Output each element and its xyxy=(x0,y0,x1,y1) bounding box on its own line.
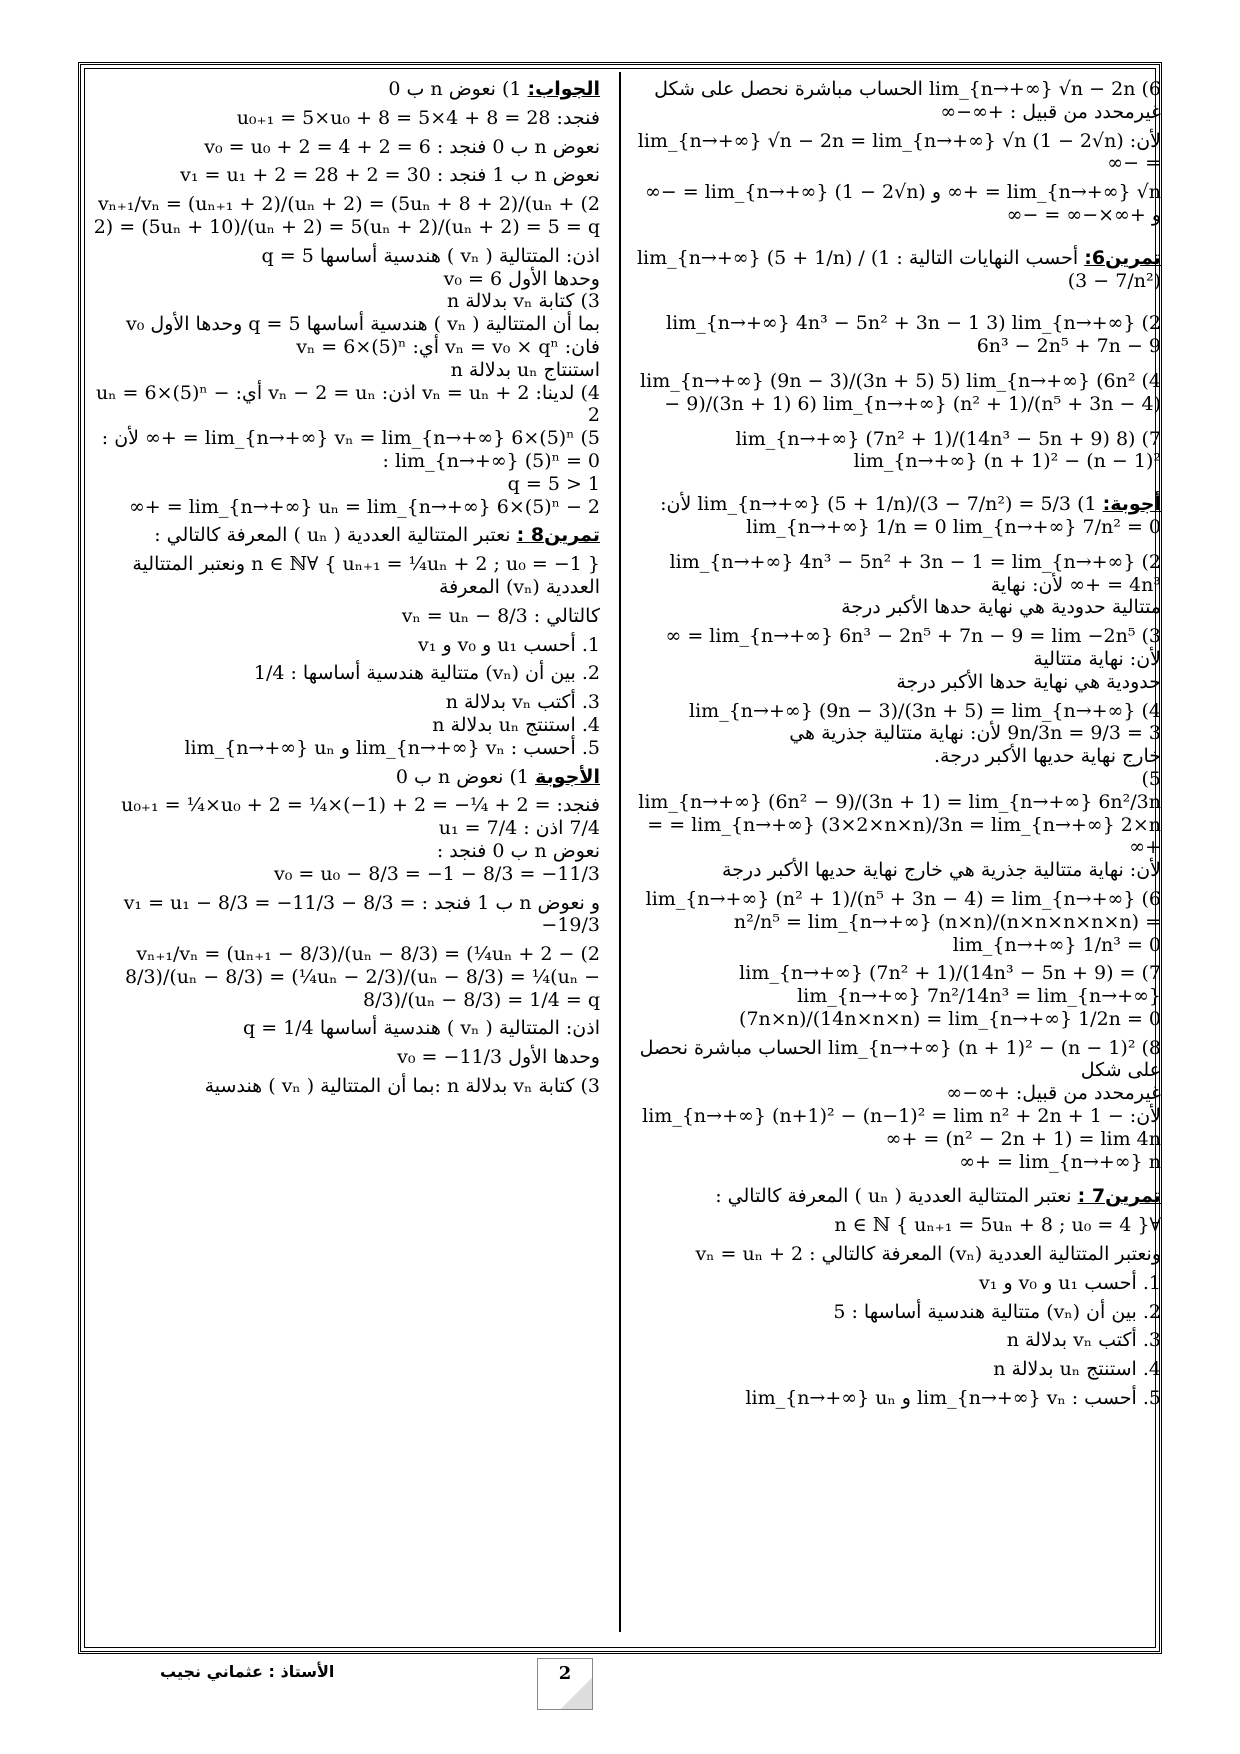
answer-line: 2) vₙ₊₁/vₙ = (uₙ₊₁ + 2)/(uₙ + 2) = (5uₙ + 8 + 2)/(uₙ + 2) = (5uₙ + 10)/(uₙ + 2) = 5(uₙ + 2)/(uₙ + 2) = 5 = q xyxy=(93,193,600,238)
answer-8c: لأن: lim_{n→+∞} (n+1)² − (n−1)² = lim n² + 2n + 1 − (n² − 2n + 1) = lim 4n = +∞ xyxy=(642,1105,1161,1150)
answer-line: وحدها الأول v₀ = 6 xyxy=(443,267,600,290)
answer-2b: متتالية حدودية هي نهاية حدها الأكبر درجة xyxy=(841,596,1161,619)
answer-4a: 4) lim_{n→+∞} (9n − 3)/(3n + 5) = lim_{n→+∞} 9n/3n = 9/3 = 3 لأن: نهاية متتالية جذرية هي xyxy=(689,699,1161,745)
exercise-8-question: 3. أكتب vₙ بدلالة n xyxy=(445,691,600,714)
column-divider xyxy=(619,72,621,1632)
exercise-7-question: 3. أكتب vₙ بدلالة n xyxy=(1006,1329,1161,1352)
page-number: 2 xyxy=(537,1658,593,1710)
exercise-6-item: 7) lim_{n→+∞} (7n² + 1)/(14n³ − 5n + 9) 8) lim_{n→+∞} (n + 1)² − (n − 1)² xyxy=(735,427,1161,473)
exercise-8-question: 5. أحسب : lim_{n→+∞} vₙ و lim_{n→+∞} uₙ xyxy=(184,736,600,759)
exercise-7-question: 5. أحسب : lim_{n→+∞} vₙ و lim_{n→+∞} uₙ xyxy=(745,1387,1161,1410)
answer-line: 1) نعوض n ب 0 xyxy=(388,78,522,100)
exercise-6-item: 4) lim_{n→+∞} (9n − 3)/(3n + 5) 5) lim_{n→+∞} (6n² − 9)/(3n + 1) 6) lim_{n→+∞} (n² + 1)/(n⁵ + 3n − 4) xyxy=(640,369,1161,415)
ex6-because: لأن: lim_{n→+∞} √n − 2n = lim_{n→+∞} √n (1 − 2√n) = −∞ xyxy=(637,129,1161,175)
answer-8d: lim_{n→+∞} n = +∞ xyxy=(959,1150,1161,1173)
ex6-limits: lim_{n→+∞} √n = +∞ و lim_{n→+∞} (1 − 2√n) = −∞ و +∞×−∞ = −∞ xyxy=(644,181,1161,226)
exercise-7-heading: تمرين7 : xyxy=(1077,1185,1161,1208)
answer-line: استنتاج uₙ بدلالة n xyxy=(450,358,600,381)
answer-1: 1) lim_{n→+∞} (5 + 1/n)/(3 − 7/n²) = 5/3 لأن: lim_{n→+∞} 1/n = 0 lim_{n→+∞} 7/n² = 0 xyxy=(660,493,1161,538)
ex6-intro: 6) lim_{n→+∞} √n − 2n الحساب مباشرة نحصل على شكل غيرمحدد من قبيل : +∞−∞ xyxy=(654,78,1161,123)
answer-line: 3) كتابة vₙ بدلالة n xyxy=(446,290,600,313)
exercise-7-question: 1. أحسب u₁ و v₀ و v₁ xyxy=(979,1271,1161,1294)
answer-8-line: اذن: المتتالية ( vₙ ) هندسية أساسها q = 1/4 xyxy=(243,1017,600,1040)
exercise-7-definition: ∀n ∈ ℕ { uₙ₊₁ = 5uₙ + 8 ; u₀ = 4 } xyxy=(834,1214,1161,1237)
answer-line: فنجد: u₀₊₁ = 5×u₀ + 8 = 5×4 + 8 = 28 xyxy=(236,106,600,129)
answer-2a: 2) lim_{n→+∞} 4n³ − 5n² + 3n − 1 = lim_{n→+∞} 4n³ = +∞ لأن: نهاية xyxy=(669,550,1161,596)
exercise-8-question: 1. أحسب u₁ و v₀ و v₁ xyxy=(418,633,600,656)
answer-4b: خارج نهاية حديها الأكبر درجة. xyxy=(934,745,1161,768)
answer-line: اذن: المتتالية ( vₙ ) هندسية أساسها q = 5 xyxy=(261,244,600,267)
answer-5-math: lim_{n→+∞} (6n² − 9)/(3n + 1) = lim_{n→+∞} 6n²/3n = lim_{n→+∞} (3×2×n×n)/3n = lim_{n→+∞} 2×n = +∞ xyxy=(638,790,1161,859)
answer-8b: غيرمحدد من قبيل: +∞−∞ xyxy=(946,1082,1161,1105)
left-column xyxy=(92,78,600,1646)
teacher-signature: الأستاذ : عثماني نجيب xyxy=(160,1662,335,1681)
answer-3b: حدودية هي نهاية حدها الأكبر درجة xyxy=(896,670,1161,693)
answer-7: 7) lim_{n→+∞} (7n² + 1)/(14n³ − 5n + 9) = lim_{n→+∞} 7n²/14n³ = lim_{n→+∞} (7n×n)/(14n×n×n) = lim_{n→+∞} 1/2n = 0 xyxy=(739,962,1161,1030)
exercise-8-text: نعتبر المتتالية العددية ( uₙ ) المعرفة كالتالي : xyxy=(154,524,511,547)
exercise-7-text: نعتبر المتتالية العددية ( uₙ ) المعرفة كالتالي : xyxy=(715,1185,1072,1208)
answers-heading: أجوبة: xyxy=(1102,493,1161,516)
answer-line: فان: vₙ = v₀ × qⁿ أي: vₙ = 6×(5)ⁿ xyxy=(296,335,600,358)
answers-8-heading: الأجوبة xyxy=(535,765,600,788)
answer-line: 5) lim_{n→+∞} vₙ = lim_{n→+∞} 6×(5)ⁿ = +∞ لأن : lim_{n→+∞} (5)ⁿ = 0 : xyxy=(101,427,600,472)
exercise-8-question: 2. بين أن (vₙ) متتالية هندسية أساسها : 1/4 xyxy=(253,662,600,685)
answer-8-line: نعوض n ب 0 فنجد : xyxy=(436,839,600,862)
answer-line: بما أن المتتالية ( vₙ ) هندسية أساسها q = 5 وحدها الأول v₀ xyxy=(126,313,600,336)
answer-line: 4) لدينا: vₙ = uₙ + 2 اذن: vₙ − 2 = uₙ أي: uₙ = 6×(5)ⁿ − 2 xyxy=(96,381,600,427)
exercise-7-question: 4. استنتج uₙ بدلالة n xyxy=(993,1358,1161,1381)
answer-line: lim_{n→+∞} uₙ = lim_{n→+∞} 6×(5)ⁿ − 2 = +∞ xyxy=(128,495,600,518)
answer-8-line: 2) vₙ₊₁/vₙ = (uₙ₊₁ − 8/3)/(uₙ − 8/3) = (¼uₙ + 2 − 8/3)/(uₙ − 8/3) = (¼uₙ − 2/3)/(uₙ − 8/3) = ¼(uₙ − 8/3)/(uₙ − 8/3) = 1/4 = q xyxy=(124,943,600,1011)
answer-8-line: وحدها الأول v₀ = −11/3 xyxy=(397,1046,600,1069)
exercise-6-item: 2) lim_{n→+∞} 4n³ − 5n² + 3n − 1 3) lim_{n→+∞} 6n³ − 2n⁵ + 7n − 9 xyxy=(666,312,1161,358)
answer-5-because: لأن: نهاية متتالية جذرية هي خارج نهاية حديها الأكبر درجة xyxy=(721,859,1161,882)
exercise-6-text: أحسب النهايات التالية : 1) lim_{n→+∞} (5 + 1/n) / (3 − 7/n²) xyxy=(636,246,1161,292)
exercise-7-v-definition: ونعتبر المتتالية العددية (vₙ) المعرفة كالتالي : vₙ = uₙ + 2 xyxy=(695,1243,1161,1266)
answer-line: نعوض n ب 0 فنجد : v₀ = u₀ + 2 = 4 + 2 = 6 xyxy=(204,135,600,158)
right-column xyxy=(636,78,1161,1646)
answer-line: نعوض n ب 1 فنجد : v₁ = u₁ + 2 = 28 + 2 = 30 xyxy=(180,164,600,187)
answer-8-line: فنجد: u₀₊₁ = ¼×u₀ + 2 = ¼×(−1) + 2 = −¼ + 2 = 7/4 اذن : u₁ = 7/4 xyxy=(121,794,600,840)
exercise-6-heading: تمرين6: xyxy=(1084,246,1161,269)
answer-8-line: و نعوض n ب 1 فنجد : v₁ = u₁ − 8/3 = −11/3 − 8/3 = −19/3 xyxy=(123,891,600,937)
answer-6: 6) lim_{n→+∞} (n² + 1)/(n⁵ + 3n − 4) = lim_{n→+∞} n²/n⁵ = lim_{n→+∞} (n×n)/(n×n×n×n×n) = lim_{n→+∞} 1/n³ = 0 xyxy=(645,887,1161,956)
answer-8-line: v₀ = u₀ − 8/3 = −1 − 8/3 = −11/3 xyxy=(274,862,600,885)
answer-5-label: 5) xyxy=(1141,767,1161,790)
answer-line: q = 5 > 1 xyxy=(507,472,600,495)
answer-heading: الجواب: xyxy=(527,78,600,100)
answer-8a: 8) lim_{n→+∞} (n + 1)² − (n − 1)² الحساب مباشرة نحصل على شكل xyxy=(639,1036,1161,1082)
exercise-8-heading: تمرين8 : xyxy=(516,524,600,547)
answer-8-line: 3) كتابة vₙ بدلالة n :بما أن المتتالية ( vₙ ) هندسية xyxy=(204,1075,600,1098)
exercise-8-v-definition: كالتالي : vₙ = uₙ − 8/3 xyxy=(401,604,600,627)
exercise-7-question: 2. بين أن (vₙ) متتالية هندسية أساسها : 5 xyxy=(833,1300,1161,1323)
answer-3a: 3) lim_{n→+∞} 6n³ − 2n⁵ + 7n − 9 = lim −2n⁵ = ∞ لأن: نهاية متتالية xyxy=(665,625,1161,670)
exercise-8-question: 4. استنتج uₙ بدلالة n xyxy=(432,713,600,736)
exercise-8-definition: { uₙ₊₁ = ¼uₙ + 2 ; u₀ = −1 } ∀n ∈ ℕ ونعتبر المتتالية العددية (vₙ) المعرفة xyxy=(132,553,600,598)
answer-8-line: 1) نعوض n ب 0 xyxy=(395,765,530,788)
